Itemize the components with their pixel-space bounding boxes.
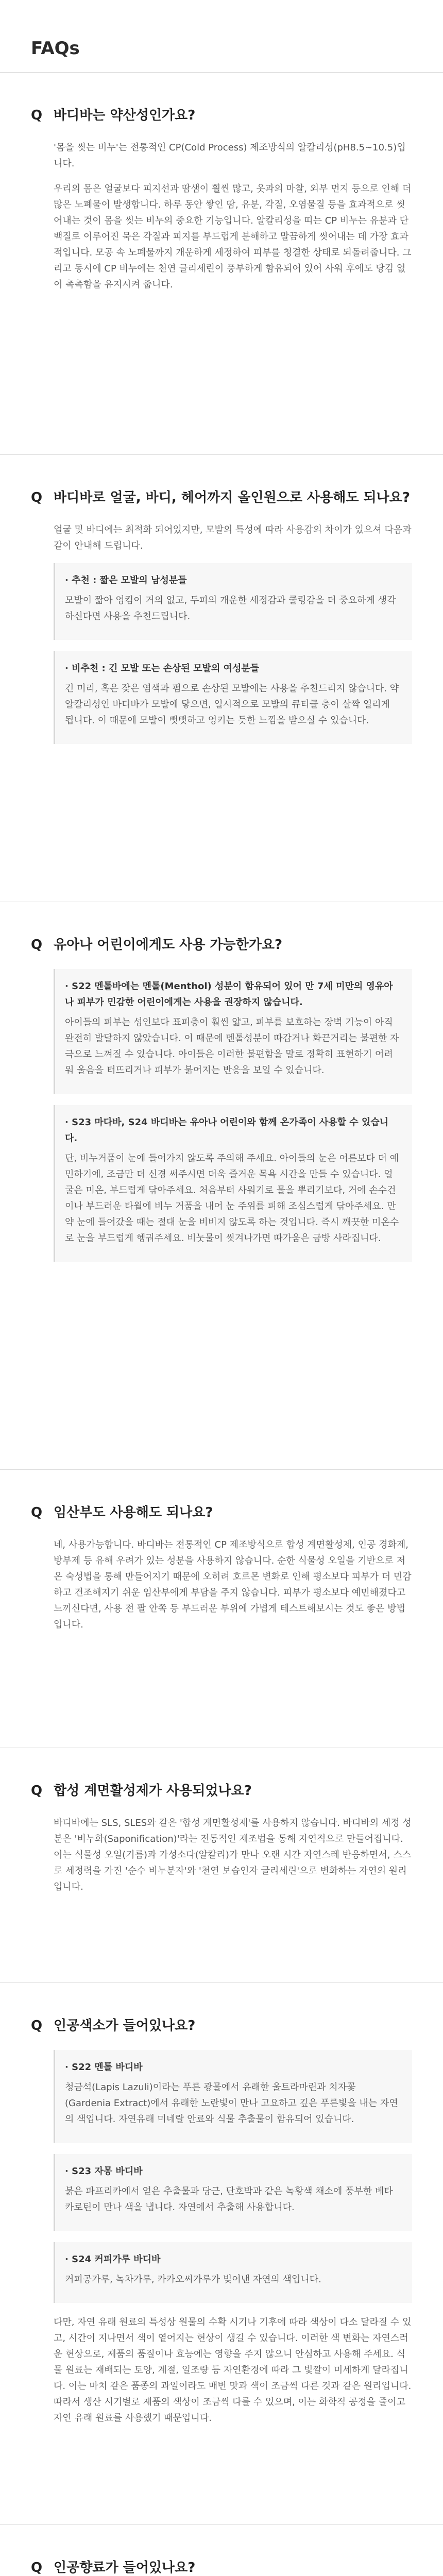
question-text: 바디바는 약산성인가요? xyxy=(54,108,196,123)
question-mark: Q xyxy=(31,490,43,505)
info-box-title: · 추천 : 짧은 모발의 남성분들 xyxy=(65,572,401,588)
info-box-title: · S22 멘톨 바디바 xyxy=(65,2059,401,2075)
answer xyxy=(31,1815,412,1895)
info-box-title: · S22 멘톨바에는 멘톨(Menthol) 성분이 함유되어 있어 만 7세 미만의 영유아나 피부가 민감한 어린이에게는 사용을 권장하지 않습니다. xyxy=(65,978,401,1010)
info-box xyxy=(54,563,412,640)
answer-paragraph: 바디바에는 SLS, SLES와 같은 '합성 계면활성제'를 사용하지 않습니다. 바디바의 세정 성분은 '비누화(Saponification)'라는 전통적인 제조법을 통해 자연적으로 만들어집니다. 이는 식물성 오일(기름)과 가성소다(알칼리)가 만나 오랜 시간 자연스레 반응하면서, 스스로 세정력을 가진 '순수 비누분자'와 '천연 보습인자 글리세린'으로 변화하는 자연의 원리입니다. xyxy=(54,1818,412,1892)
info-box-title: · S23 마다바, S24 바디바는 유아나 어린이와 함께 온가족이 사용할 수 있습니다. xyxy=(65,1114,401,1146)
question-mark: Q xyxy=(31,2560,43,2575)
info-box xyxy=(54,969,412,1094)
question-text: 인공향료가 들어있나요? xyxy=(54,2560,196,2575)
info-box-body: 모발이 짧아 엉킴이 거의 없고, 두피의 개운한 세정감과 쿨링감을 더 중요하게 생각하신다면 사용을 추천드립니다. xyxy=(65,595,396,622)
question-mark: Q xyxy=(31,1783,43,1799)
answer xyxy=(31,140,412,293)
faq-item-pregnancy xyxy=(0,1469,443,1748)
info-box-body: 붉은 파프리카에서 얻은 추출물과 당근, 단호박과 같은 녹황색 채소에 풍부한 베타카로틴이 만나 색을 냅니다. 자연에서 추출해 사용합니다. xyxy=(65,2186,393,2213)
answer xyxy=(31,969,412,1262)
info-box xyxy=(54,651,412,744)
answer-paragraph: 우리의 몸은 얼굴보다 피지선과 땀샘이 훨씬 많고, 옷과의 마찰, 외부 먼지 등으로 인해 더 많은 노폐물이 발생합니다. 하루 동안 쌓인 땀, 유분, 각질, 오염물질 등을 효과적으로 씻어내는 것이 몸을 씻는 비누의 중요한 기능입니다. 알칼리성을 띠는 CP 비누는 유분과 단백질로 이루어진 묵은 각질과 피지를 부드럽게 분해하고 말끔하게 씻어내는 데 가장 효과적입니다. 모공 속 노폐물까지 개운하게 세정하여 피부를 청결한 상태로 되돌려줍니다. 그리고 동시에 CP 비누에는 천연 글리세린이 풍부하게 함유되어 있어 사워 후에도 당김 없이 촉촉함을 유지시켜 줍니다. xyxy=(54,183,412,290)
info-box-title: · 비추천 : 긴 모발 또는 손상된 모발의 여성분들 xyxy=(65,660,401,676)
info-box-body: 단, 비누거품이 눈에 들어가지 않도록 주의해 주세요. 아이들의 눈은 어른보다 더 예민하기에, 조금만 더 신경 써주시면 더욱 즐거운 목욕 시간을 만들 수 있습니다. 얼굴은 미온, 부드럽게 닦아주세요. 처음부터 사워기로 물을 뿌리기보다, 거에 손수건이나 부드러운 타월에 비누 거품을 내어 눈 주위를 피해 조심스럽게 닦아주세요. 만약 눈에 들어갔을 때는 절대 눈을 비비지 않도록 하는 것입니다. 즉시 깨끗한 미온수로 눈을 부드럽게 헹궈주세요. 비눗물이 씻겨나가면 따가움은 금방 사라집니다. xyxy=(65,1153,399,1244)
info-box xyxy=(54,2050,412,2143)
faq-item-surfactant xyxy=(0,1748,443,1982)
faq-item-fragrance xyxy=(0,2524,443,2576)
info-box-body: 긴 머리, 혹은 잦은 염색과 펌으로 손상된 모발에는 사용을 추천드리지 않습니다. 약알칼리성인 바디바가 모발에 닿으면, 일시적으로 모발의 큐티클 층이 살짝 열리게 됩니다. 이 때문에 모발이 뻣뻣하고 엉키는 듯한 느낌을 받으실 수 있습니다. xyxy=(65,683,399,726)
question-text: 인공색소가 들어있나요? xyxy=(54,2018,196,2033)
answer xyxy=(31,2050,412,2426)
question-text: 합성 계면활성제가 사용되었나요? xyxy=(54,1783,252,1799)
info-box-body: 아이들의 피부는 성인보다 표피층이 훨씬 얇고, 피부를 보호하는 장벽 기능이 아직 완전히 발달하지 않았습니다. 이 때문에 멘톨성분이 따갑거나 화끈거리는 불편한 자극으로 느껴질 수 있습니다. 아이들은 이러한 불편함을 말로 정확히 표현하기 어려워 울음을 터뜨리거나 피부가 붉어지는 반응을 보일 수 있습니다. xyxy=(65,1017,399,1076)
question-mark: Q xyxy=(31,1505,43,1520)
faq-item-children xyxy=(0,902,443,1469)
question-text: 바디바로 얼굴, 바디, 헤어까지 올인원으로 사용해도 되나요? xyxy=(54,490,410,505)
answer-paragraph: 다만, 자연 유래 원료의 특성상 원물의 수확 시기나 기후에 따라 색상이 다소 달라질 수 있고, 시간이 지나면서 색이 옅어지는 현상이 생길 수 있습니다. 이러한 색 변화는 자연스러운 현상으로, 제품의 품질이나 효능에는 영향을 주지 않으니 안심하고 사용해 주세요. 식물 원료는 재배되는 토양, 계절, 일조량 등 자연환경에 따라 그 빛깔이 미세하게 달라집니다. 이는 마치 같은 품종의 과일이라도 매번 맛과 색이 조금씩 다른 것과 같은 원리입니다. 따라서 생산 시기별로 제품의 색상이 조금씩 다를 수 있으며, 이는 화학적 공정을 줄이고 자연 유래 원료를 사용했기 때문입니다. xyxy=(54,2317,412,2424)
faq-item-all-in-one xyxy=(0,454,443,902)
info-box xyxy=(54,2154,412,2231)
answer-paragraph: 네, 사용가능합니다. 바디바는 전통적인 CP 제조방식으로 합성 계면활성제, 인공 경화제, 방부제 등 유해 우려가 있는 성분을 사용하지 않습니다. 순한 식물성 오일을 기반으로 저온 숙성법을 통해 만들어지기 때문에 오히려 호르몬 변화로 인해 평소보다 피부가 더 민감하고 건조해지기 쉬운 임산부에게 부담을 주지 않습니다. 피부가 평소보다 예민해졌다고 느끼신다면, 사용 전 팔 안쪽 등 부드러운 부위에 가볍게 테스트해보시는 것도 좋은 방법입니다. xyxy=(54,1539,412,1630)
page-title: FAQs xyxy=(31,38,80,59)
question-mark: Q xyxy=(31,108,43,123)
question-text: 임산부도 사용해도 되나요? xyxy=(54,1505,213,1520)
info-box-body: 커피공가루, 녹차가루, 카카오씨가루가 빚어낸 자연의 색입니다. xyxy=(65,2274,321,2285)
info-box xyxy=(54,1105,412,1262)
question-text: 유아나 어린이에게도 사용 가능한가요? xyxy=(54,937,283,953)
faq-item-ph xyxy=(0,72,443,454)
info-box xyxy=(54,2242,412,2303)
info-box-title: · S24 커피가루 바디바 xyxy=(65,2251,401,2267)
info-box-body: 청금석(Lapis Lazuli)이라는 푸른 광물에서 유래한 울트라마린과 치자꽃(Gardenia Extract)에서 유래한 노란빛이 만나 고요하고 깊은 푸른빛을 내는 자연의 색입니다. 자연유래 미네랄 안료와 식물 추출물이 함유되어 있습니다. xyxy=(65,2082,398,2125)
question-mark: Q xyxy=(31,937,43,953)
answer-paragraph: '몸을 씻는 비누'는 전통적인 CP(Cold Process) 제조방식의 알칼리성(pH8.5~10.5)입니다. xyxy=(54,142,406,169)
answer xyxy=(31,1537,412,1633)
answer xyxy=(31,522,412,744)
answer-paragraph: 얼굴 및 바디에는 최적화 되어있지만, 모발의 특성에 따라 사용감의 차이가 있으셔 다음과 같이 안내해 드립니다. xyxy=(54,524,412,551)
question-mark: Q xyxy=(31,2018,43,2033)
info-box-title: · S23 자몽 바디바 xyxy=(65,2163,401,2179)
faq-item-colorant xyxy=(0,1982,443,2524)
